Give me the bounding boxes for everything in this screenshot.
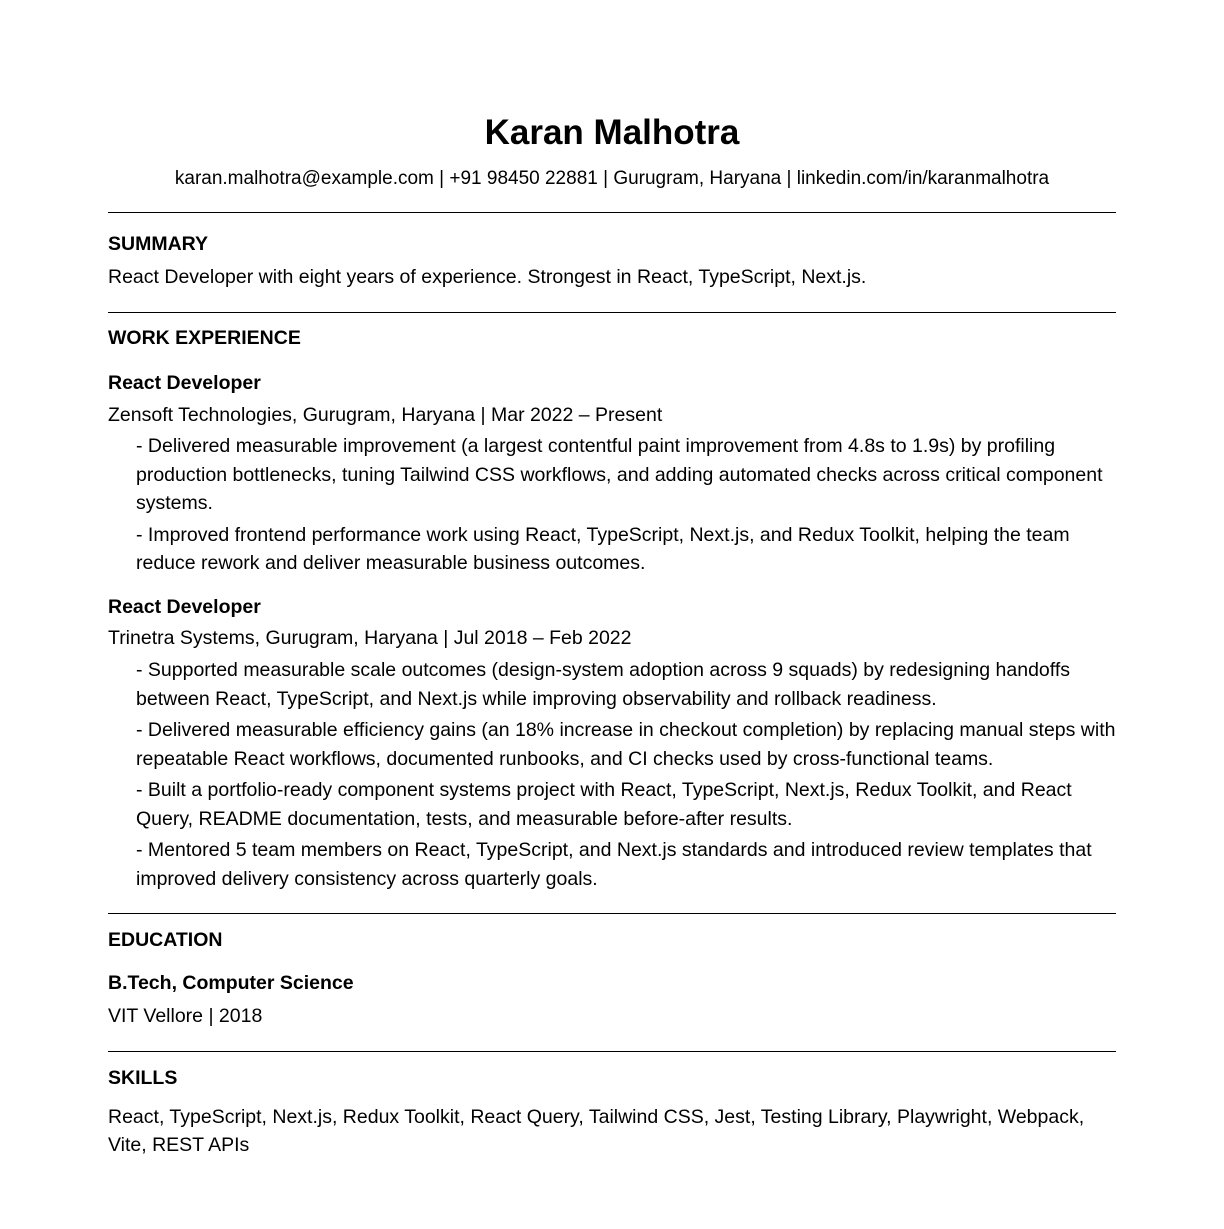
job-bullet: - Mentored 5 team members on React, TypeScript, and Next.js standards and introduced review templates that improved delivery consistency across quarterly goals.	[136, 839, 1092, 890]
job-title: React Developer	[108, 372, 261, 394]
divider-summary	[108, 312, 1116, 313]
job-bullet: - Delivered measurable improvement (a largest contentful paint improvement from 4.8s to 1.9s) by profiling production bottlenecks, tuning Tailwind CSS workflows, and adding automated checks across critical component systems.	[136, 435, 1103, 514]
experience-heading: WORK EXPERIENCE	[108, 327, 301, 349]
skills-text: React, TypeScript, Next.js, Redux Toolkit, React Query, Tailwind CSS, Jest, Testing Library, Playwright, Webpack, Vite, REST APIs	[108, 1106, 1085, 1156]
job-bullet: - Improved frontend performance work using React, TypeScript, Next.js, and Redux Toolkit, helping the team reduce rework and deliver measurable business outcomes.	[136, 523, 1070, 574]
job-title: React Developer	[108, 596, 261, 618]
job-bullets	[136, 432, 1121, 581]
job-bullet: - Supported measurable scale outcomes (design-system adoption across 9 squads) by redesigning handoffs between React, TypeScript, and Next.js while improving observability and rollback readiness.	[136, 659, 1071, 710]
education-heading: EDUCATION	[108, 929, 223, 951]
job-meta: Trinetra Systems, Gurugram, Haryana | Jul 2018 – Feb 2022	[108, 627, 632, 649]
divider-experience	[108, 913, 1116, 914]
divider-header	[108, 212, 1116, 213]
skills-heading: SKILLS	[108, 1067, 178, 1089]
contact-line: karan.malhotra@example.com | +91 98450 22881 | Gurugram, Haryana | linkedin.com/in/karanmalhotra	[174, 168, 1050, 189]
divider-education	[108, 1051, 1116, 1052]
summary-heading: SUMMARY	[108, 233, 209, 255]
education-meta: VIT Vellore | 2018	[108, 1005, 263, 1027]
job-bullets	[136, 656, 1121, 896]
summary-text: React Developer with eight years of experience. Strongest in React, TypeScript, Next.js.	[108, 266, 867, 288]
candidate-name: Karan Malhotra	[484, 113, 740, 152]
job-bullet: - Delivered measurable efficiency gains (an 18% increase in checkout completion) by replacing manual steps with repeatable React workflows, documented runbooks, and CI checks used by cross-functional teams.	[136, 719, 1116, 770]
job-meta: Zensoft Technologies, Gurugram, Haryana | Mar 2022 – Present	[108, 404, 663, 426]
degree-title: B.Tech, Computer Science	[108, 972, 354, 994]
job-bullet: - Built a portfolio-ready component systems project with React, TypeScript, Next.js, Redux Toolkit, and React Query, README documentation, tests, and measurable before-after results.	[136, 779, 1072, 830]
